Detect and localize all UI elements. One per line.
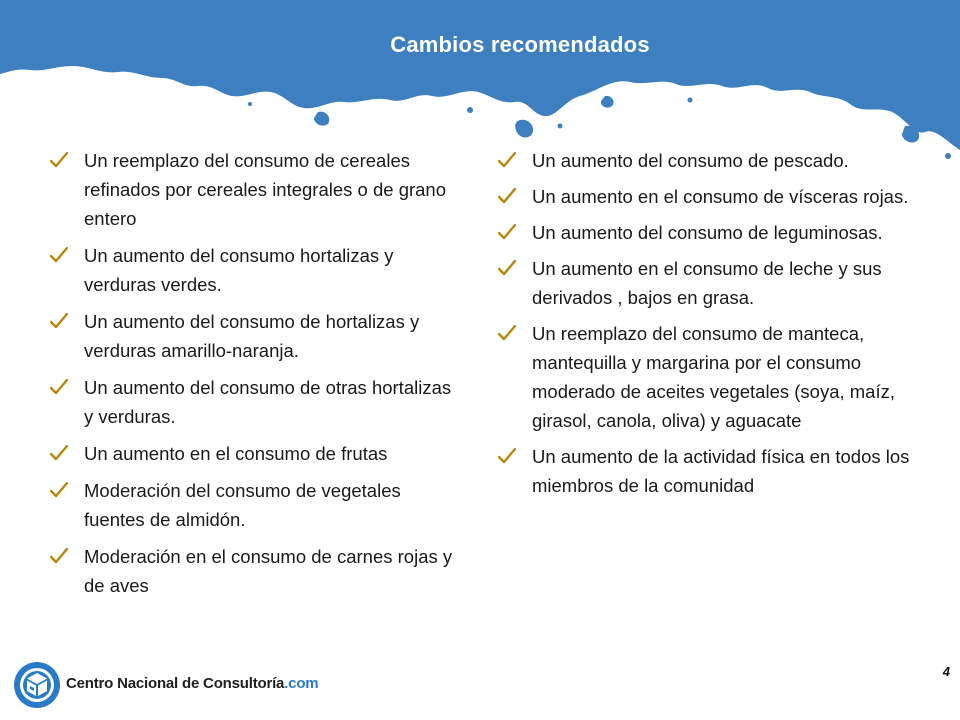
brand-name — [66, 675, 318, 692]
checkmark-icon — [498, 325, 516, 341]
list-item — [50, 307, 460, 365]
list-item — [498, 218, 923, 247]
list-item-text: Un aumento del consumo hortalizas y verduras verdes. — [84, 245, 394, 295]
list-item — [50, 439, 460, 468]
list-item — [50, 241, 460, 299]
list-item-text: Un aumento en el consumo de frutas — [84, 443, 388, 464]
brand-main: Centro Nacional de Consultoría — [66, 675, 285, 692]
list-item — [50, 542, 460, 600]
list-item-text: Un reemplazo del consumo de cereales refinados por cereales integrales o de grano entero — [84, 150, 447, 229]
brand-suffix: .com — [284, 675, 319, 692]
checkmark-icon — [498, 224, 516, 240]
checkmark-icon — [498, 188, 516, 204]
list-item — [498, 442, 923, 500]
list-item — [498, 182, 923, 211]
checkmark-icon — [50, 548, 68, 564]
checkmark-icon — [50, 379, 68, 395]
checkmark-icon — [498, 152, 516, 168]
list-item-text: Moderación del consumo de vegetales fuentes de almidón. — [84, 480, 401, 530]
cube-logo-icon — [12, 660, 62, 710]
page-number: 4 — [942, 664, 950, 679]
checkmark-icon — [50, 152, 68, 168]
list-item-text: Un aumento del consumo de pescado. — [532, 150, 849, 171]
list-item-text: Un reemplazo del consumo de manteca, mantequilla y margarina por el consumo moderado de aceites vegetales (soya, maíz, girasol, canola, oliva) y aguacate — [532, 323, 895, 431]
list-item-text: Un aumento del consumo de leguminosas. — [532, 222, 883, 243]
list-item — [50, 476, 460, 534]
list-item — [498, 254, 923, 312]
list-item — [498, 146, 923, 175]
list-item-text: Moderación en el consumo de carnes rojas y de aves — [84, 546, 453, 596]
list-item-text: Un aumento de la actividad física en todos los miembros de la comunidad — [532, 446, 910, 496]
left-bullet-list — [50, 146, 460, 608]
checkmark-icon — [50, 313, 68, 329]
checkmark-icon — [50, 445, 68, 461]
list-item-text: Un aumento del consumo de hortalizas y verduras amarillo-naranja. — [84, 311, 420, 361]
list-item — [50, 373, 460, 431]
list-item-text: Un aumento en el consumo de leche y sus derivados , bajos en grasa. — [532, 258, 882, 308]
list-item — [50, 146, 460, 233]
checkmark-icon — [498, 448, 516, 464]
list-item-text: Un aumento del consumo de otras hortalizas y verduras. — [84, 377, 452, 427]
list-item — [498, 319, 923, 435]
checkmark-icon — [498, 260, 516, 276]
checkmark-icon — [50, 482, 68, 498]
list-item-text: Un aumento en el consumo de vísceras rojas. — [532, 186, 909, 207]
right-bullet-list — [498, 146, 923, 507]
slide-title: Cambios recomendados — [390, 32, 650, 57]
checkmark-icon — [50, 247, 68, 263]
title-banner — [0, 0, 960, 160]
